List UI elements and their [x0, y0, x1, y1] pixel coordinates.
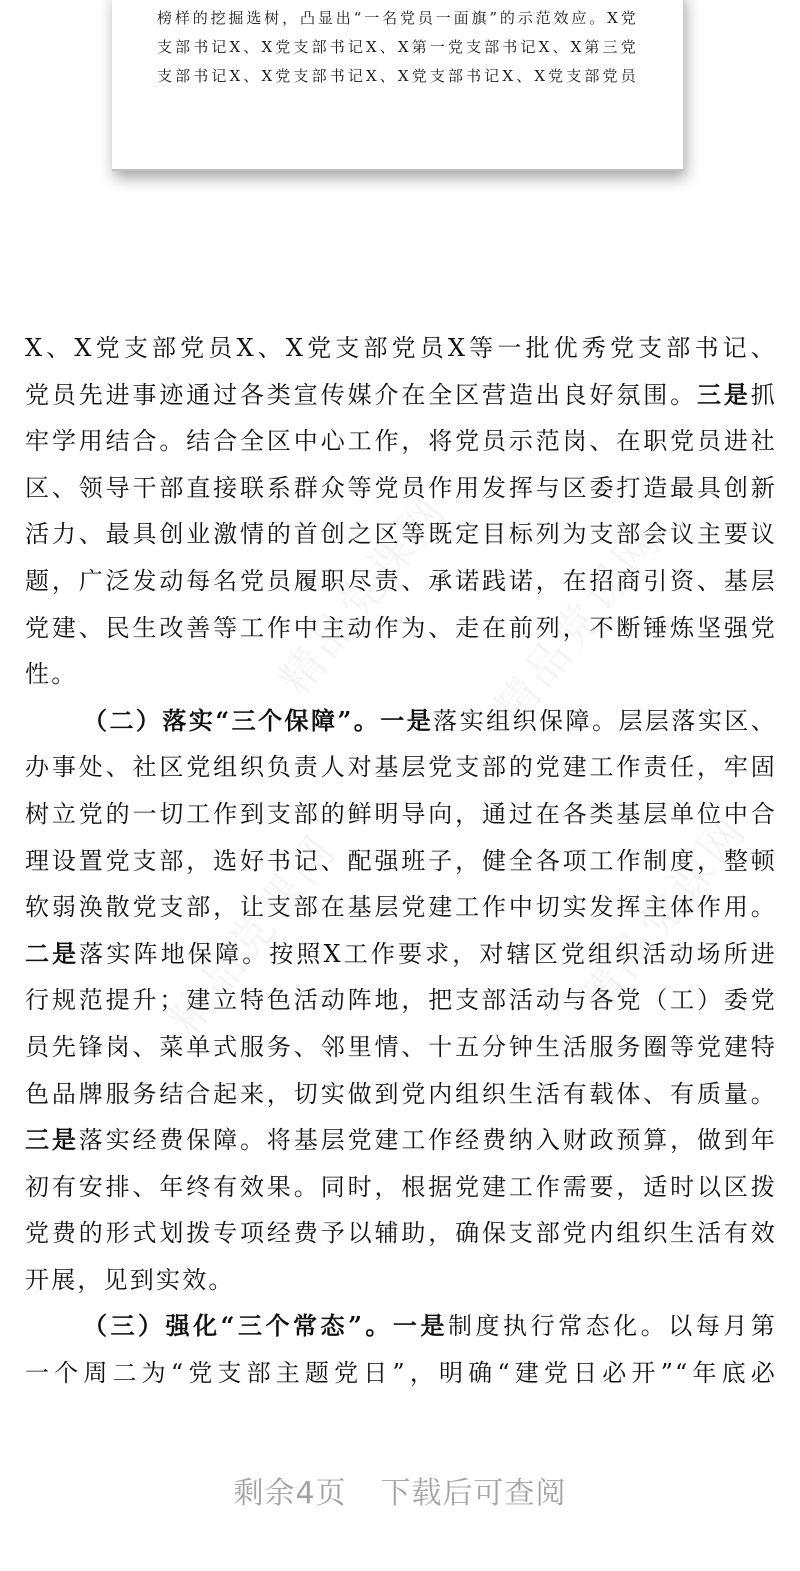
remaining-pages-label: 剩余4页: [233, 1476, 347, 1511]
text-line: [25, 1350, 777, 1397]
text-line: [25, 418, 777, 465]
text-segment: 党费的形式划拨专项经费予以辅助，确保支部党内组织生活有效: [25, 1219, 777, 1248]
text-segment: 性。: [25, 660, 78, 689]
preview-line: 支部书记X、X党支部书记X、X党支部书记X、X党支部党员: [157, 67, 637, 85]
text-segment: 初有安排、年终有效果。同时，根据党建工作需要，适时以区拨: [25, 1172, 777, 1201]
text-segment: 一个周二为“党支部主题党日”，明确“建党日必开”“年底必: [25, 1359, 777, 1388]
text-segment: X、X党支部党员X、X党支部党员X等一批优秀党支部书记、: [25, 334, 777, 362]
text-segment: 牢学用结合。结合全区中心工作，将党员示范岗、在职党员进社: [25, 427, 777, 456]
text-segment: 区、领导干部直接联系群众等党员作用发挥与区委打造最具创新: [25, 473, 777, 502]
text-line: [25, 744, 777, 791]
text-line: [25, 1117, 777, 1164]
text-line: [25, 1024, 777, 1071]
paragraph-heading-line: [25, 698, 777, 745]
text-segment: 行规范提升；建立特色活动阵地，把支部活动与各党（工）委党: [25, 986, 777, 1015]
text-segment: 树立党的一切工作到支部的鲜明导向，通过在各类基层单位中合: [25, 799, 777, 828]
text-segment: 活力、最具创业激情的首创之区等既定目标列为支部会议主要议: [25, 520, 777, 549]
bold-text: （三）强化“三个常态”。一是: [83, 1311, 448, 1341]
text-line: [25, 1257, 777, 1304]
bold-text: 三是: [25, 1125, 79, 1155]
text-segment: 制度执行常态化。以每月第: [448, 1312, 777, 1341]
paragraph-heading-line: [25, 1303, 777, 1350]
text-line: [25, 325, 777, 372]
text-segment: 党建、民生改善等工作中主动作为、走在前列，不断锤炼坚强党: [25, 613, 777, 642]
text-line: [25, 884, 777, 931]
bold-text: 二是: [25, 938, 80, 968]
text-line: [25, 838, 777, 885]
bold-text: （二）落实“三个保障”。一是: [83, 705, 434, 735]
bold-text: 三是: [697, 379, 751, 409]
download-to-view-label: 下载后可查阅: [380, 1476, 567, 1511]
text-line: [25, 465, 777, 512]
text-line: [25, 931, 777, 978]
preview-line: 支部书记X、X党支部书记X、X第一党支部书记X、X第三党: [157, 38, 637, 56]
text-segment: 开展，见到实效。: [25, 1265, 235, 1294]
text-segment: 软弱涣散党支部，让支部在基层党建工作中切实发挥主体作用。: [25, 893, 777, 922]
text-segment: 抓: [750, 380, 777, 409]
preview-text-block: [157, 4, 637, 91]
text-line: [25, 511, 777, 558]
text-line: [25, 791, 777, 838]
text-line: [25, 558, 777, 605]
download-prompt-button[interactable]: [0, 1468, 800, 1512]
text-segment: 落实经费保障。将基层党建工作经费纳入财政预算，做到年: [78, 1126, 777, 1155]
text-segment: 题，广泛发动每名党员履职尽责、承诺践诺，在招商引资、基层: [25, 566, 777, 595]
previous-page-preview: [112, 0, 684, 170]
text-line: [25, 1164, 777, 1211]
text-line: [25, 605, 777, 652]
text-segment: 色品牌服务结合起来，切实做到党内组织生活有载体、有质量。: [25, 1079, 777, 1108]
text-segment: 理设置党支部，选好书记、配强班子，健全各项工作制度，整顿: [25, 846, 777, 875]
text-segment: 员先锋岗、菜单式服务、邻里情、十五分钟生活服务圈等党建特: [25, 1032, 777, 1061]
text-line: [25, 1210, 777, 1257]
text-segment: 党员先进事迹通过各类宣传媒介在全区营造出良好氛围。: [25, 380, 698, 409]
text-line: [25, 651, 777, 698]
text-segment: 落实组织保障。层层落实区、: [433, 706, 777, 735]
preview-line: 榜样的挖掘选树，凸显出“一名党员一面旗”的示范效应。X党: [157, 9, 637, 27]
document-body: [25, 325, 777, 1397]
text-line: [25, 1071, 777, 1118]
text-segment: 落实阵地保障。按照X工作要求，对辖区党组织活动场所进: [79, 939, 777, 968]
text-segment: 办事处、社区党组织负责人对基层党支部的党建工作责任，牢固: [25, 753, 777, 782]
text-line: [25, 977, 777, 1024]
text-line: [25, 372, 777, 419]
